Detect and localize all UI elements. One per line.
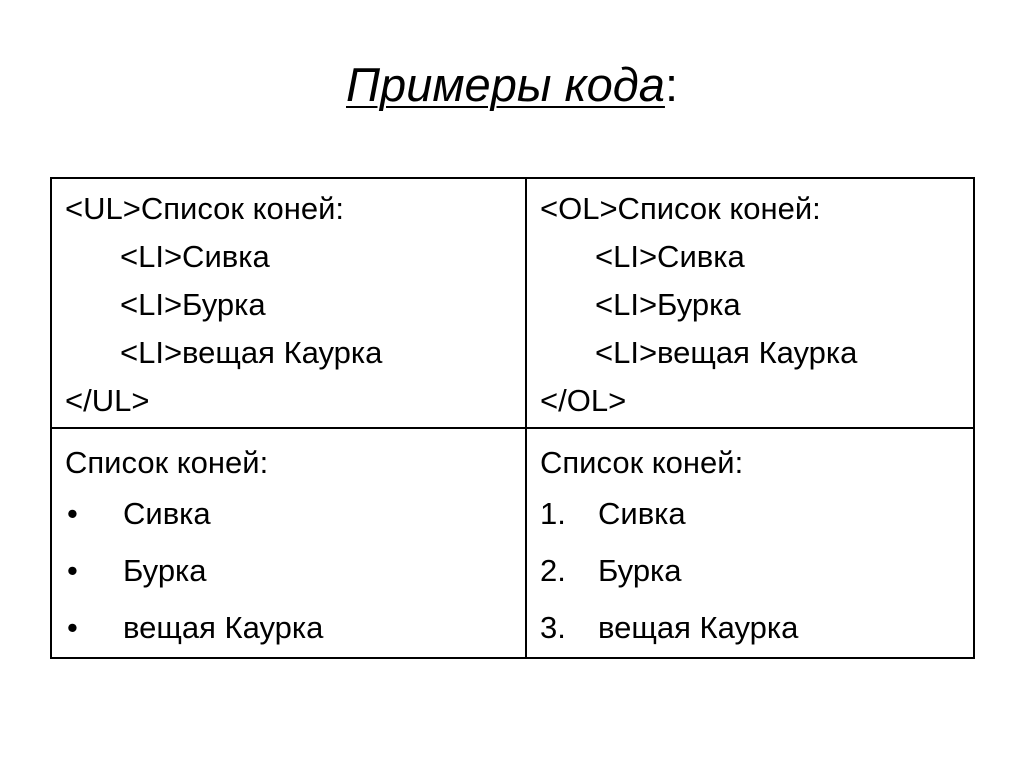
ol-render-cell xyxy=(526,428,974,658)
ordered-list xyxy=(540,485,973,656)
slide-title-colon: : xyxy=(664,58,678,111)
ol-code-item-line: <LI>Бурка xyxy=(595,287,741,322)
list-item xyxy=(65,542,525,599)
ul-render-cell xyxy=(51,428,526,658)
list-item xyxy=(540,485,973,542)
ul-code-item-line: <LI>вещая Каурка xyxy=(120,335,383,370)
bullet-marker: • xyxy=(67,610,78,645)
list-item xyxy=(65,485,525,542)
ul-close-tag-line: </UL> xyxy=(65,383,150,418)
list-item-text: Сивка xyxy=(123,496,211,531)
slide-title xyxy=(0,58,1024,112)
code-examples-table xyxy=(50,177,975,659)
list-item xyxy=(540,542,973,599)
unordered-list xyxy=(65,485,525,656)
slide-title-text: Примеры кода xyxy=(346,58,665,111)
ol-close-tag-line: </OL> xyxy=(540,383,627,418)
list-item-text: Сивка xyxy=(598,496,686,531)
ol-code-cell xyxy=(526,178,974,428)
ol-code-item-line: <LI>Сивка xyxy=(595,239,745,274)
render-row xyxy=(51,428,974,658)
code-row xyxy=(51,178,974,428)
bullet-marker: • xyxy=(67,496,78,531)
list-item-text: вещая Каурка xyxy=(598,610,799,645)
number-marker: 3. xyxy=(540,610,566,645)
ul-code-item-line: <LI>Бурка xyxy=(120,287,266,322)
list-item xyxy=(65,599,525,656)
bullet-marker: • xyxy=(67,553,78,588)
ol-code-item-line: <LI>вещая Каурка xyxy=(595,335,858,370)
ol-open-tag-line: <OL>Список коней: xyxy=(540,191,821,226)
ul-code-item-line: <LI>Сивка xyxy=(120,239,270,274)
number-marker: 2. xyxy=(540,553,566,588)
number-marker: 1. xyxy=(540,496,566,531)
list-item-text: Бурка xyxy=(123,553,207,588)
ul-code-cell xyxy=(51,178,526,428)
ol-render-heading: Список коней: xyxy=(540,445,744,480)
ul-render-heading: Список коней: xyxy=(65,445,269,480)
list-item-text: Бурка xyxy=(598,553,682,588)
list-item xyxy=(540,599,973,656)
list-item-text: вещая Каурка xyxy=(123,610,324,645)
ul-open-tag-line: <UL>Список коней: xyxy=(65,191,345,226)
